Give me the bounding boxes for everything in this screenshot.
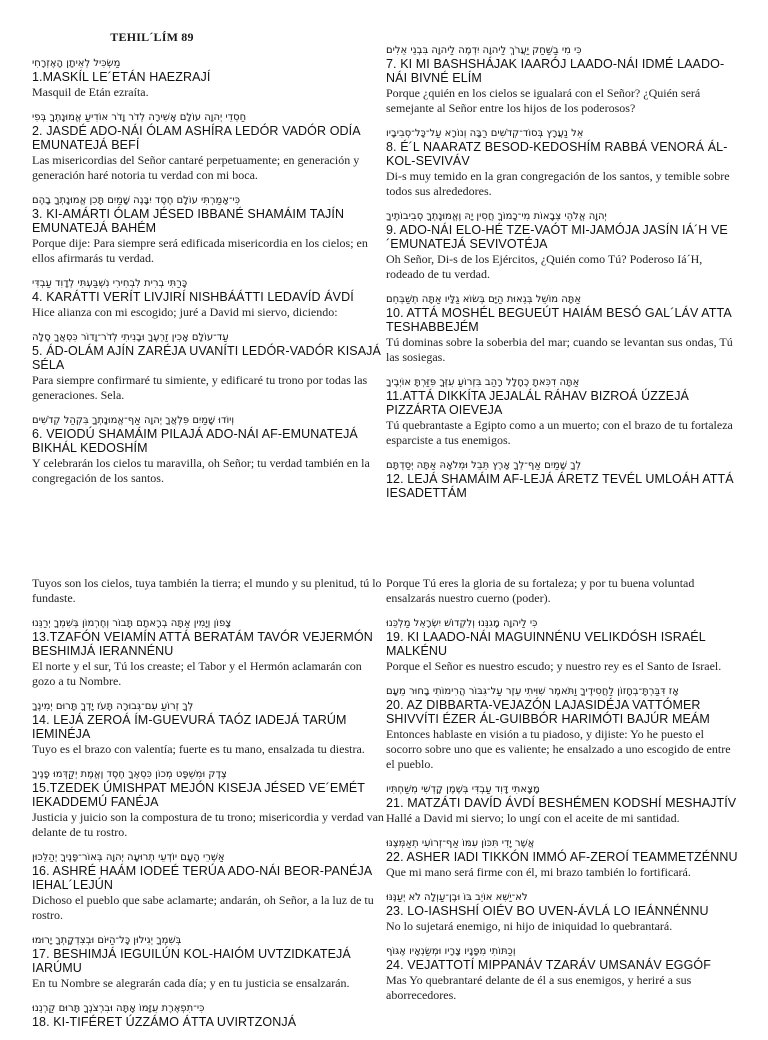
hebrew-text: כִּי מִי בַשַּׁחַק יַעֲרֹךְ לַיהוָה יִדְמֶה לַיהוָה בִּבְנֵי אֵלִים [386,45,582,56]
verse [32,111,387,183]
hebrew-text: כִּי לַיהוָה מָגִנֵּנוּ וְלִקְדוֹשׁ יִשְׂרָאֵל מַלְכֵּנוּ [386,618,538,629]
spanish-translation: Y celebrarán los cielos tu maravilla, oh Señor; tu verdad también en la congregación de los santos. [32,456,370,485]
verse [386,945,741,1003]
verse [386,127,741,199]
transliteration: 20. AZ DIBBARTA-VEJAZÓN LAJASIDÉJA VATTÓMER SHIVVÍTI ÉZER ÁL-GUIBBÓR HARIMÓTI BAJÚR MEÁM [386,698,710,726]
transliteration: 10. ATTÁ MOSHÉL BEGUEÚT HAIÁM BESÓ GAL´LÁV ATTA TESHABBEJÉM [386,306,732,334]
spanish-translation: Tuyo es el brazo con valentía; fuerte es tu mano, ensalzada tu diestra. [32,742,365,756]
transliteration: 1.MASKÍL LE´ETÁN HAEZRAJÍ [32,70,211,84]
transliteration: 16. ASHRÉ HAÁM IODEÉ TERÚA ADO-NÁI BEOR-PANÉJA IEHAL´LEJÚN [32,864,372,892]
hebrew-text: כִּי־אָמַרְתִּי עוֹלָם חֶסֶד יִבָּנֶה שָׁמַיִם תָּכִן אֱמוּנָתְךָ בָהֶם [32,195,241,206]
spanish-translation: Entonces hablaste en visión a tu piadoso, y dijiste: Yo he puesto el socorro sobre uno que es valiente; he ensalzado a uno escogido de entre el pueblo. [386,727,731,771]
bottom-right-column [386,576,741,1014]
page-title: TEHIL´LÍM 89 [110,30,194,44]
verse [386,783,741,826]
spanish-translation: Hice alianza con mi escogido; juré a David mi siervo, diciendo: [32,305,338,319]
verse [32,851,387,923]
transliteration: 3. KI-AMÁRTI ÓLAM JÉSED IBBANÉ SHAMÁIM TAJÍN EMUNATEJÁ BAHÉM [32,207,345,235]
spanish-translation: Porque dije: Para siempre será edificada misericordia en los cielos; en ellos afirmarás tu verdad. [32,236,368,265]
hebrew-text: חַסְדֵי יְהוָה עוֹלָם אָשִׁירָה לְדֹר וָדֹר אוֹדִיעַ אֱמוּנָתְךָ בְּפִי [32,112,247,123]
transliteration: 13.TZAFÓN VEIAMÍN ATTÁ BERATÁM TAVÓR VEJERMÓN BESHIMJÁ IERANNÉNU [32,630,373,658]
transliteration: 24. VEJATTOTÍ MIPPANÁV TZARÁV UMSANÁV EGGÓF [386,958,711,972]
verse [386,891,741,934]
spanish-translation: Masquil de Etán ezraíta. [32,85,149,99]
transliteration: 14. LEJÁ ZEROÁ ÍM-GUEVURÁ TAÓZ IADEJÁ TARÚM IEMINÉJA [32,713,347,741]
hebrew-text: אֵל נַעֲרָץ בְּסוֹד־קְדֹשִׁים רַבָּה וְנוֹרָא עַל־כָּל־סְבִיבָיו [386,128,584,139]
bottom-left-column [32,576,387,1040]
verse [32,414,387,486]
hebrew-text: אַשְׁרֵי הָעָם יוֹדְעֵי תְרוּעָה יְהוָה בְּאוֹר־פָּנֶיךָ יְהַלֵּכוּן [32,852,225,863]
hebrew-text: לְךָ זְרוֹעַ עִם־גְּבוּרָה תָּעֹז יָדְךָ תָּרוּם יְמִינֶךָ [32,701,194,712]
hebrew-text: וְכַתּוֹתִי מִפָּנָיו צָרָיו וּמְשַׂנְאָיו אֶגּוֹף [386,946,516,957]
continued-text: Porque Tú eres la gloria de su fortaleza; y por tu buena voluntad ensalzarás nuestro cuerno (poder). [386,576,695,605]
spanish-translation: Para siempre confirmaré tu simiente, y edificaré tu trono por todas las generaciones. Sela. [32,373,368,402]
spanish-translation: Hallé a David mi siervo; lo ungí con el aceite de mi santidad. [386,811,680,825]
spanish-translation: El norte y el sur, Tú los creaste; el Tabor y el Hermón aclamarán con gozo a tu Nombre. [32,659,362,688]
verse [32,331,387,403]
top-right-column [386,44,741,511]
verse-list-bottom-left [32,617,387,1029]
transliteration: 15.TZEDEK ÚMISHPAT MEJÓN KISEJA JÉSED VE´EMÉT IEKADDEMÚ FANÉJA [32,781,365,809]
verse [32,700,387,757]
spanish-translation: Tú quebrantaste a Egipto como a un muerto; con el brazo de tu fortaleza esparciste a tus enemigos. [386,418,733,447]
hebrew-text: צָפוֹן וְיָמִין אַתָּה בְרָאתָם תָּבוֹר וְחֶרְמוֹן בְּשִׁמְךָ יְרַנֵּנוּ [32,618,232,629]
spanish-translation: Las misericordias del Señor cantaré perpetuamente; en generación y generación haré notoria tu verdad con mi boca. [32,153,360,182]
spanish-translation: Porque ¿quién en los cielos se igualará con el Señor? ¿Quién será semejante al Señor entre los hijos de los poderosos? [386,86,701,115]
hebrew-text: צֶדֶק וּמִשְׁפָּט מְכוֹן כִּסְאֶךָ חֶסֶד וֶאֱמֶת יְקַדְּמוּ פָנֶיךָ [32,769,227,780]
spanish-translation: No lo sujetará enemigo, ni hijo de iniquidad lo quebrantará. [386,919,673,933]
hebrew-text: עַד־עוֹלָם אָכִין זַרְעֶךָ וּבָנִיתִי לְדֹר־וָדוֹר כִּסְאֲךָ סֶלָה [32,332,229,343]
verse [386,210,741,282]
transliteration: 22. ASHER IADI TIKKÓN IMMÓ AF-ZEROÍ TEAMMETZÉNNU [386,850,738,864]
hebrew-text: מַשְׂכִּיל לְאֵיתָן הָאֶזְרָחִי [32,58,121,69]
transliteration: 21. MATZÁTI DAVÍD ÁVDÍ BESHÉMEN KODSHÍ MESHAJTÍV [386,796,737,810]
verse [386,293,741,365]
verse [386,376,741,448]
transliteration: 11.ATTÁ DIKKÍTA JEJALÁL RÁHAV BIZROÁ ÚZZEJÁ PIZZÁRTA OIEVEJA [386,389,689,417]
verse [386,837,741,880]
transliteration: 8. É´L NAARATZ BESOD-KEDOSHÍM RABBÁ VENORÁ ÁL-KOL-SEVIVÁV [386,140,728,168]
hebrew-text: מָצָאתִי דָּוִד עַבְדִּי בְּשֶׁמֶן קָדְשִׁי מְשַׁחְתִּיו [386,784,540,795]
hebrew-text: בְּשִׁמְךָ יְגִילוּן כָּל־הַיּוֹם וּבְצִדְקָתְךָ יָרוּמוּ [32,935,182,946]
hebrew-text: לְךָ שָׁמַיִם אַף־לְךָ אָרֶץ תֵּבֵל וּמְלֹאָהּ אַתָּה יְסַדְתָּם [386,460,582,471]
transliteration: 5. ÁD-OLÁM AJÍN ZARÉJA UVANÍTI LEDÓR-VADÓR KISAJÁ SÉLA [32,344,381,372]
verse [32,768,387,840]
hebrew-text: יְהוָה אֱלֹהֵי צְבָאוֹת מִי־כָמוֹךָ חֲסִין יָהּ וֶאֱמוּנָתְךָ סְבִיבוֹתֶיךָ [386,211,607,222]
transliteration: 17. BESHIMJÁ IEGUILÚN KOL-HAIÓM UVTZIDKATEJÁ IARÚMU [32,947,351,975]
verse-list-bottom-right [386,617,741,1003]
hebrew-text: אֲשֶׁר יָדִי תִּכּוֹן עִמּוֹ אַף־זְרוֹעִי תְאַמְּצֶנּוּ [386,838,535,849]
spanish-translation: Dichoso el pueblo que sabe aclamarte; andarán, oh Señor, a la luz de tu rostro. [32,893,374,922]
verse [32,1002,387,1029]
top-left-column [32,30,387,497]
transliteration: 9. ADO-NÁI ELO-HÉ TZE-VAÓT MI-JAMÓJA JASÍN IÁ´H VE´EMUNATEJÁ SEVIVOTÉJA [386,223,728,251]
verse [32,934,387,991]
transliteration: 12. LEJÁ SHAMÁIM AF-LEJÁ ÁRETZ TEVÉL UMLOÁH ATTÁ IESADETTÁM [386,472,734,500]
spanish-translation: Que mi mano será firme con él, mi brazo también lo fortificará. [386,865,691,879]
spanish-translation: Justicia y juicio son la compostura de tu trono; misericordia y verdad van delante de tu rostro. [32,810,384,839]
verse [386,685,741,772]
hebrew-text: אַתָּה דִכִּאתָ כֶחָלָל רָהַב בִּזְרוֹעַ עֻזְּךָ פִּזַּרְתָּ אוֹיְבֶיךָ [386,377,580,388]
hebrew-text: כָּרַתִּי בְרִית לִבְחִירִי נִשְׁבַּעְתִּי לְדָוִד עַבְדִּי [32,278,188,289]
spanish-translation: Mas Yo quebrantaré delante de él a sus enemigos, y heriré a sus aborrecedores. [386,973,692,1002]
spanish-translation: En tu Nombre se alegrarán cada día; y en tu justicia se ensalzarán. [32,976,350,990]
spanish-translation: Di-s muy temido en la gran congregación de los santos, y temible sobre todos sus alrededores. [386,169,730,198]
transliteration: 23. LO-IASHSHÍ OIÉV BO UVEN-ÁVLÁ LO IEÁNNÉNNU [386,904,709,918]
spanish-translation: Tú dominas sobre la soberbia del mar; cuando se levantan sus ondas, Tú las sosiegas. [386,335,733,364]
hebrew-text: וְיוֹדוּ שָׁמַיִם פִּלְאֲךָ יְהוָה אַף־אֱמוּנָתְךָ בִּקְהַל קְדֹשִׁים [32,415,235,426]
transliteration: 6. VEIODÚ SHAMÁIM PILAJÁ ADO-NÁI AF-EMUNATEJÁ BIKHÁL KEDOSHÍM [32,427,358,455]
verse [386,459,741,500]
continued-text: Tuyos son los cielos, tuya también la tierra; el mundo y su plenitud, tú lo fundaste. [32,576,382,605]
verse [386,617,741,674]
spanish-translation: Oh Señor, Di-s de los Ejércitos, ¿Quién como Tú? Poderoso Iá´H, rodeado de tu verdad. [386,252,703,281]
hebrew-text: אַתָּה מוֹשֵׁל בְּגֵאוּת הַיָּם בְּשׂוֹא גַלָּיו אַתָּה תְשַׁבְּחֵם [386,294,582,305]
transliteration: 18. KI-TIFÉRET ÚZZÁMO ÁTTA UVIRTZONJÁ [32,1015,297,1029]
spanish-translation: Porque el Señor es nuestro escudo; y nuestro rey es el Santo de Israel. [386,659,722,673]
hebrew-text: לֹא־יַשִּׁא אוֹיֵב בּוֹ וּבֶן־עַוְלָה לֹא יְעַנֶּנּוּ [386,892,528,903]
transliteration: 19. KI LAADO-NÁI MAGUINNÉNU VELIKDÓSH ISRAÉL MALKÉNU [386,630,706,658]
transliteration: 4. KARÁTTI VERÍT LIVJIRÍ NISHBÁÁTTI LEDAVÍD ÁVDÍ [32,290,354,304]
verse [32,194,387,266]
verse-list-top-right [386,44,741,500]
verse-list-top-left [32,57,387,486]
transliteration: 7. KI MI BASHSHÁJAK IAARÓJ LAADO-NÁI IDMÉ LAADO-NÁI BIVNÉ ELÍM [386,57,725,85]
verse [32,617,387,689]
hebrew-text: אָז דִּבַּרְתָּ־בְחָזוֹן לַחֲסִידֶיךָ וַתֹּאמֶר שִׁוִּיתִי עֵזֶר עַל־גִּבּוֹר הֲרִימוֹתִי בָחוּר מֵעָם [386,686,679,697]
hebrew-text: כִּי־תִפְאֶרֶת עֻזָּמוֹ אָתָּה וּבִרְצֹנְךָ תָּרוּם קַרְנֵנוּ [32,1003,205,1014]
verse [32,277,387,320]
verse [32,57,387,100]
transliteration: 2. JASDÉ ADO-NÁI ÓLAM ASHÍRA LEDÓR VADÓR ODÍA EMUNATEJÁ BEFÍ [32,124,360,152]
verse [386,44,741,116]
